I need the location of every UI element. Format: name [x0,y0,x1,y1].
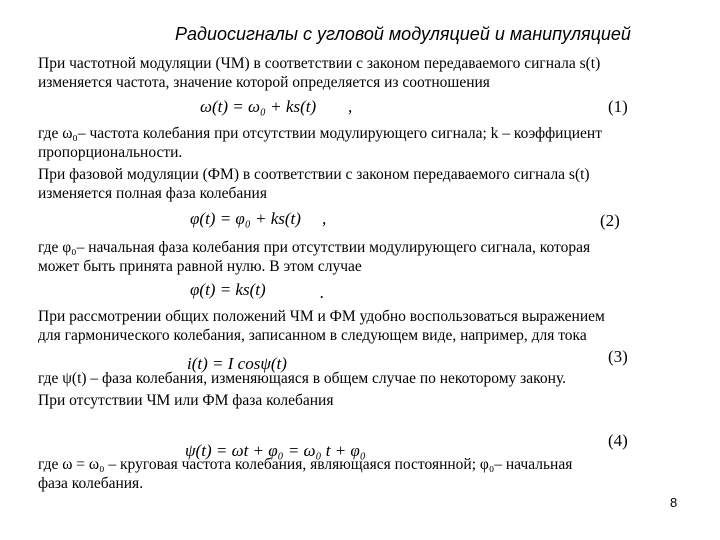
equation-2-number: (2) [600,211,620,230]
slide-title: Радиосигналы с угловой модуляцией и манипуляцией [175,24,631,44]
equation-1-number: (1) [608,97,628,116]
paragraph-pm-line1: При фазовой модуляции (ФМ) в соответствии с законом передаваемого сигнала s(t) [38,166,590,183]
definition-2-line2: может быть принята равной нулю. В этом случае [38,258,362,275]
definition-1-line2: пропорциональности. [38,144,183,161]
definition-1-line1: где ω₀– частота колебания при отсутствии модулирующего сигнала; k – коэффициент [38,125,603,142]
paragraph-fm-line2: изменяется частота, значение которой определяется из соотношения [38,74,490,91]
paragraph-harmonic-line2: для гармонического колебания, записанном в следующем виде, например, для тока [38,327,587,344]
equation-3-punct: . [320,283,325,302]
equation-2-punct: , [322,209,327,228]
definition-3-line1: где ψ(t) – фаза колебания, изменяющаяся в общем случае по некоторому закону. [38,370,567,387]
equation-2: φ(t) = φ₀ + ks(t) [190,209,301,228]
equation-3: φ(t) = ks(t) [190,280,266,299]
equation-4-number: (4) [608,431,628,450]
equation-1: ω(t) = ω₀ + ks(t) [200,97,317,116]
equation-1-punct: , [348,97,353,116]
paragraph-harmonic-line1: При рассмотрении общих положений ЧМ и ФМ удобно воспользоваться выражением [38,308,605,325]
definition-4-line1: где ω = ω₀ – круговая частота колебания, являющаяся постоянной; φ₀– начальная [38,456,573,473]
definition-4-line2: фаза колебания. [38,475,144,492]
paragraph-fm-line1: При частотной модуляции (ЧМ) в соответствии с законом передаваемого сигнала s(t) [38,55,601,72]
definition-3-line2: При отсутствии ЧМ или ФМ фаза колебания [38,392,334,409]
equation-3-number: (3) [608,347,628,366]
paragraph-pm-line2: изменяется полная фаза колебания [38,185,267,202]
definition-2-line1: где φ₀– начальная фаза колебания при отсутствии модулирующего сигнала, которая [38,239,591,256]
equation-4: ψ(t) = ωt + φ₀ = ω₀ t + φ₀ [185,441,366,460]
equation-3b: i(t) = I cosψ(t) [187,354,287,373]
page-number: 8 [670,495,678,510]
